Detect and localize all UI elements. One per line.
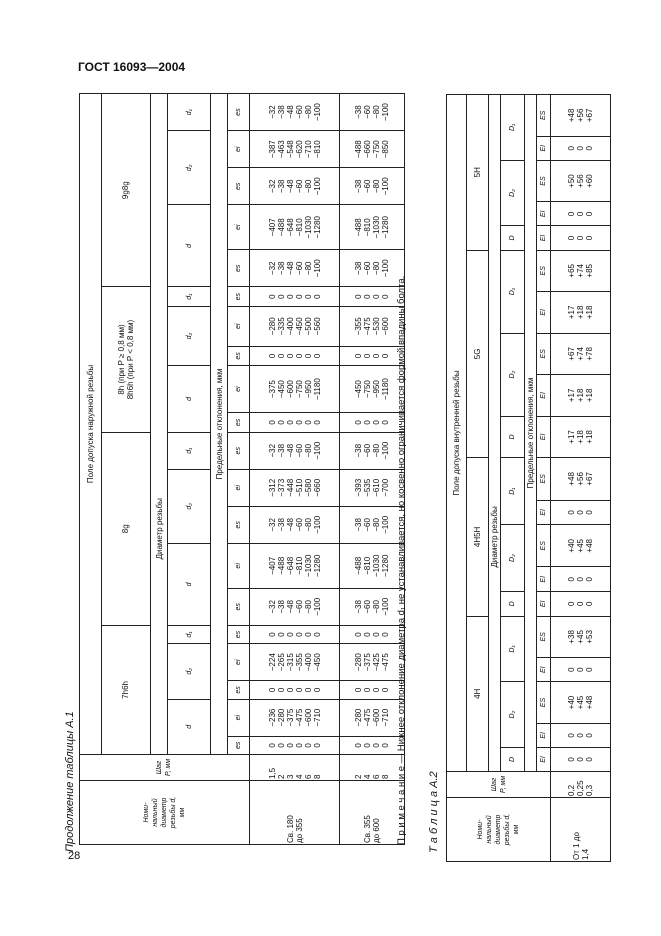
deviation-ES-header: ES	[537, 160, 551, 202]
value-column: −236 −280 −375 −475 −600 −710	[249, 699, 339, 736]
value-column: 0 0 0 0 0 0	[249, 287, 339, 307]
diameter-D-header: D	[501, 747, 525, 771]
diameter-D1-header: D₁	[501, 250, 525, 333]
value-column: 0 0 0 0	[340, 346, 405, 366]
value-column: 0 0 0	[551, 567, 611, 592]
pitch-values: 2 4 6 8	[340, 755, 405, 781]
deviation-es-header: es	[228, 287, 250, 307]
value-column: −38 −60 −80 −100	[340, 94, 405, 131]
table-a2-caption: Т а б л и ц а А.2	[428, 771, 440, 853]
pitch-header: Шаг P, мм	[447, 772, 551, 798]
diameter-d-header: d	[168, 699, 211, 754]
value-column: −32 −38 −48 −60 −80 −100	[249, 168, 339, 205]
thread-diameter-header: Диаметр резьбы	[151, 432, 168, 625]
deviation-ES-header: ES	[537, 616, 551, 658]
diameter-D2-header: D₂	[501, 160, 525, 226]
group-8h: 8h (при P ≥ 0,8 мм) 8h6h (при P < 0,8 мм)	[101, 287, 151, 432]
deviation-ES-header: ES	[537, 525, 551, 567]
deviation-ei-header: ei	[228, 469, 250, 506]
diameter-D2-header: D₂	[501, 525, 525, 592]
deviation-es-header: es	[228, 736, 250, 754]
value-column: 0 0 0	[551, 136, 611, 160]
document-header: ГОСТ 16093—2004	[78, 60, 186, 74]
diameter-d-header: d	[168, 366, 211, 432]
deviation-ES-header: ES	[537, 333, 551, 375]
deviation-ei-header: ei	[228, 644, 250, 681]
value-column: −450 −750 −950 −1180	[340, 366, 405, 413]
value-column: +17 +18 +18	[551, 375, 611, 417]
diameter-d2-header: d₂	[168, 469, 211, 543]
diameter-D2-header: D₂	[501, 333, 525, 416]
value-column: −32 −38 −48 −60 −80 −100	[249, 250, 339, 287]
deviation-es-header: es	[228, 346, 250, 366]
deviation-ei-header: ei	[228, 306, 250, 346]
group-5G: 5G	[467, 250, 489, 458]
value-column: 0 0 0 0 0 0	[249, 736, 339, 754]
deviation-ES-header: ES	[537, 250, 551, 292]
value-column: +17 +18 +18	[551, 416, 611, 458]
deviation-ES-header: ES	[537, 95, 551, 137]
value-column: +48 +56 +67	[551, 458, 611, 500]
value-column: +50 +56 +60	[551, 160, 611, 202]
diameter-D2-header: D₂	[501, 682, 525, 748]
group-7h6h: 7h6h	[101, 625, 151, 754]
tolerance-field-header: Поле допуска внутренней резьбы	[447, 95, 467, 772]
diameter-d2-header: d₂	[168, 131, 211, 205]
deviation-EI-header: EI	[537, 567, 551, 592]
diameter-d1-header: d₁	[168, 625, 211, 643]
deviation-es-header: es	[228, 413, 250, 433]
value-column: +65 +74 +85	[551, 250, 611, 292]
value-column: 0 0 0	[551, 723, 611, 747]
value-column: 0 0 0 0 0 0	[249, 625, 339, 643]
diameter-D1-header: D₁	[501, 458, 525, 525]
nominal-diameter-header: Номи- нальный диаметр резьбы d, мм	[447, 798, 551, 862]
value-column: −488 −660 −750 −850	[340, 131, 405, 168]
deviation-EI-header: EI	[537, 500, 551, 525]
pitch-values: 1,5 2 3 4 6 8	[249, 755, 339, 781]
table-a1-note: П р и м е ч а н и е — Нижнее отклонение диаметра d₁ не устанавливается, но косвенно ограничивается формой впадины болта.	[396, 275, 407, 845]
value-column: −38 −60 −80 −100	[340, 588, 405, 625]
value-column: 0 0 0	[551, 592, 611, 617]
pitch-header: Шаг P, мм	[80, 755, 250, 781]
value-column: 0 0 0 0	[340, 681, 405, 699]
value-column: −38 −60 −80 −100	[340, 250, 405, 287]
limit-deviations-header: Предельные отклонения, мкм	[211, 94, 228, 755]
value-column: −280 −475 −600 −710	[340, 699, 405, 736]
value-column: −32 −38 −48 −60 −80 −100	[249, 506, 339, 543]
deviation-es-header: es	[228, 94, 250, 131]
group-4H5H: 4H5H	[467, 458, 489, 616]
value-column: 0 0 0	[551, 658, 611, 682]
deviation-EI-header: EI	[537, 723, 551, 747]
diameter-D-header: D	[501, 592, 525, 617]
diameter-d-header: d	[168, 543, 211, 625]
deviation-es-header: es	[228, 588, 250, 625]
deviation-es-header: es	[228, 432, 250, 469]
deviation-EI-header: EI	[537, 658, 551, 682]
deviation-EI-header: EI	[537, 747, 551, 771]
deviation-EI-header: EI	[537, 292, 551, 334]
diameter-D-header: D	[501, 416, 525, 458]
table-a1	[79, 93, 405, 845]
diameter-D-header: D	[501, 226, 525, 250]
value-column: −32 −38 −48 −60 −80 −100	[249, 588, 339, 625]
diameter-d2-header: d₂	[168, 306, 211, 365]
diameter-d1-header: d₁	[168, 432, 211, 469]
value-column: −280 −335 −400 −450 −500 −560	[249, 306, 339, 346]
value-column: +38 +45 +53	[551, 616, 611, 658]
value-column: 0 0 0 0	[340, 625, 405, 643]
limit-deviations-header: Предельные отклонения, мкм	[525, 95, 537, 772]
value-column: −32 −38 −48 −60 −80 −100	[249, 432, 339, 469]
value-column: −488 −810 −1030 −1280	[340, 205, 405, 250]
value-column: 0 0 0 0 0 0	[249, 681, 339, 699]
value-column: −38 −60 −80 −100	[340, 506, 405, 543]
page-number: 28	[68, 850, 81, 862]
diameter-range-355-600: Св. 355 до 600	[340, 781, 405, 845]
diameter-d1-header: d₁	[168, 94, 211, 131]
value-column: +67 +74 +78	[551, 333, 611, 375]
value-column: −393 −535 −610 −700	[340, 469, 405, 506]
thread-diameter-header: Диаметр резьбы	[489, 458, 501, 616]
value-column: 0 0 0	[551, 226, 611, 250]
value-column: −375 −450 −600 −750 −950 −1180	[249, 366, 339, 413]
value-column: −407 −488 −648 −810 −1030 −1280	[249, 205, 339, 250]
table-a2	[446, 94, 611, 862]
pitch-values: 0,2 0,25 0,3	[551, 772, 611, 798]
group-5H: 5H	[467, 95, 489, 251]
value-column: 0 0 0	[551, 747, 611, 771]
deviation-es-header: es	[228, 250, 250, 287]
tolerance-field-header: Поле допуска наружной резьбы	[80, 94, 102, 755]
deviation-es-header: es	[228, 681, 250, 699]
value-column: 0 0 0 0	[340, 287, 405, 307]
deviation-ES-header: ES	[537, 682, 551, 724]
value-column: −387 −463 −548 −620 −710 −810	[249, 131, 339, 168]
deviation-EI-header: EI	[537, 136, 551, 160]
value-column: 0 0 0 0	[340, 413, 405, 433]
deviation-EI-header: EI	[537, 226, 551, 250]
deviation-ES-header: ES	[537, 458, 551, 500]
deviation-ei-header: ei	[228, 131, 250, 168]
deviation-es-header: es	[228, 168, 250, 205]
value-column: +17 +18 +18	[551, 292, 611, 334]
deviation-EI-header: EI	[537, 202, 551, 226]
value-column: −312 −373 −448 −510 −580 −660	[249, 469, 339, 506]
value-column: −38 −60 −80 −100	[340, 168, 405, 205]
diameter-d1-header: d₁	[168, 287, 211, 307]
value-column: +40 +45 +48	[551, 682, 611, 724]
value-column: 0 0 0 0 0 0	[249, 413, 339, 433]
value-column: 0 0 0	[551, 500, 611, 525]
diameter-d2-header: d₂	[168, 644, 211, 699]
group-9g8g: 9g8g	[101, 94, 151, 287]
value-column: −355 −475 −530 −600	[340, 306, 405, 346]
value-column: −488 −810 −1030 −1280	[340, 543, 405, 588]
deviation-ei-header: ei	[228, 543, 250, 588]
diameter-d-header: d	[168, 205, 211, 287]
table-a1-caption: Продолжение таблицы А.1	[64, 711, 76, 852]
value-column: 0 0 0 0	[340, 736, 405, 754]
value-column: −280 −375 −425 −475	[340, 644, 405, 681]
value-column: −32 −38 −48 −60 −80 −100	[249, 94, 339, 131]
deviation-ei-header: ei	[228, 205, 250, 250]
deviation-es-header: es	[228, 506, 250, 543]
deviation-EI-header: EI	[537, 375, 551, 417]
deviation-es-header: es	[228, 625, 250, 643]
value-column: −224 −265 −315 −355 −400 −450	[249, 644, 339, 681]
deviation-ei-header: ei	[228, 366, 250, 413]
deviation-EI-header: EI	[537, 592, 551, 617]
value-column: 0 0 0 0 0 0	[249, 346, 339, 366]
value-column: −38 −60 −80 −100	[340, 432, 405, 469]
diameter-range-1-1.4: От 1 до 1,4	[551, 798, 611, 862]
value-column: +48 +56 +67	[551, 95, 611, 137]
group-4H: 4H	[467, 616, 489, 771]
deviation-ei-header: ei	[228, 699, 250, 736]
nominal-diameter-header: Номи- нальный диаметр резьбы d, мм	[80, 781, 250, 845]
value-column: +40 +45 +48	[551, 525, 611, 567]
diameter-D1-header: D₁	[501, 616, 525, 682]
value-column: 0 0 0	[551, 202, 611, 226]
deviation-EI-header: EI	[537, 416, 551, 458]
value-column: −407 −488 −648 −810 −1030 −1280	[249, 543, 339, 588]
group-8g: 8g	[101, 432, 151, 625]
diameter-D1-header: D₁	[501, 95, 525, 161]
diameter-range-180-355: Св. 180 до 355	[249, 781, 339, 845]
